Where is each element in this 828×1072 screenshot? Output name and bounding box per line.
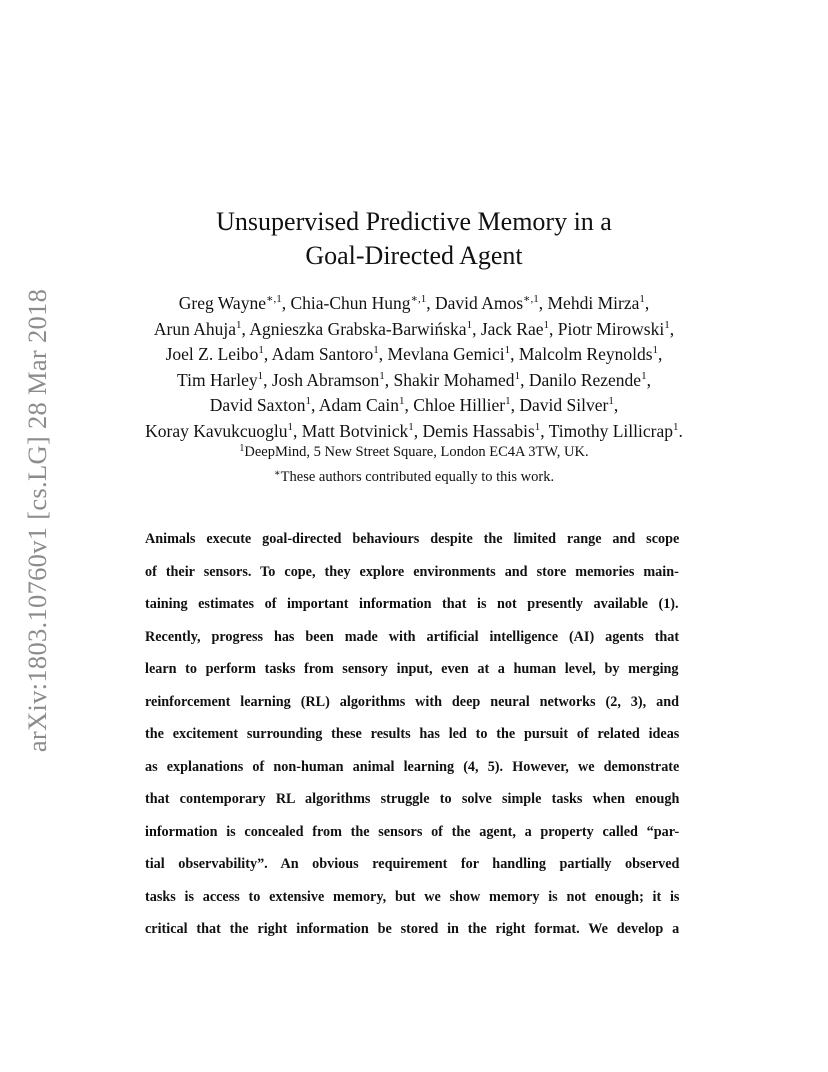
abstract-line: tial observability”. An obvious requirement for handling partially observed bbox=[145, 856, 680, 872]
author-name: Tim Harley bbox=[177, 369, 258, 390]
author-name: , Chia-Chun Hung bbox=[281, 293, 411, 313]
author-affiliation-mark: ∗,1 bbox=[523, 293, 539, 305]
author-affiliation-mark: 1 bbox=[408, 420, 414, 433]
author-affiliation-mark: 1 bbox=[257, 369, 264, 382]
author-name: , Timothy Lillicrap bbox=[540, 420, 673, 441]
author-affiliation-mark: 1 bbox=[373, 344, 379, 356]
author-name: , bbox=[613, 395, 619, 415]
author-name: , David Amos bbox=[426, 293, 524, 313]
abstract bbox=[145, 528, 679, 951]
author-name: , Demis Hassabis bbox=[413, 420, 535, 441]
author-name: , Mehdi Mirza bbox=[538, 293, 640, 313]
abstract-line: taining estimates of important information that is not presently available (1). bbox=[145, 596, 679, 612]
abstract-line: of their sensors. To cope, they explore environments and store memories main- bbox=[145, 563, 679, 580]
author-affiliation-mark: 1 bbox=[652, 344, 659, 356]
author-list bbox=[80, 291, 748, 444]
paper-title-line: Goal-Directed Agent bbox=[305, 241, 523, 270]
author-affiliation-mark: 1 bbox=[504, 344, 511, 356]
affiliation-mark: 1 bbox=[239, 443, 245, 454]
author-affiliation-mark: 1 bbox=[466, 318, 473, 331]
abstract-line: reinforcement learning (RL) algorithms with deep neural networks (2, 3), and bbox=[145, 693, 679, 710]
author-affiliation-mark: 1 bbox=[534, 420, 541, 433]
paper-title-line: Unsupervised Predictive Memory in a bbox=[216, 207, 612, 236]
author-name: . bbox=[678, 420, 683, 441]
author-affiliation-mark: ∗,1 bbox=[410, 293, 427, 305]
author-affiliation-mark: 1 bbox=[608, 395, 614, 407]
author-name: , bbox=[658, 344, 663, 364]
author-name: , Jack Rae bbox=[472, 318, 544, 339]
author-name: , David Silver bbox=[510, 395, 609, 415]
author-name: , Malcolm Reynolds bbox=[510, 344, 653, 364]
author-name: Joel Z. Leibo bbox=[165, 344, 259, 364]
author-affiliation-mark: 1 bbox=[514, 369, 521, 382]
author-name: , Josh Abramson bbox=[263, 369, 380, 390]
author-name: , Mevlana Gemici bbox=[378, 344, 505, 364]
author-name: , Piotr Mirowski bbox=[549, 318, 665, 339]
abstract-line: critical that the right information be stored in the right format. We develop a bbox=[145, 921, 680, 937]
affiliation-text: DeepMind, 5 New Street Square, London EC4A 3TW, UK. bbox=[244, 444, 589, 460]
author-affiliation-mark: 1 bbox=[399, 395, 405, 407]
equal-contribution-mark: ∗ bbox=[273, 468, 281, 479]
author-line bbox=[80, 317, 748, 343]
equal-contribution-note bbox=[100, 467, 728, 487]
author-name: Koray Kavukcuoglu bbox=[145, 420, 288, 441]
author-affiliation-mark: 1 bbox=[305, 395, 312, 407]
author-affiliation-mark: 1 bbox=[664, 318, 670, 331]
equal-contribution-text: These authors contributed equally to this work. bbox=[280, 469, 555, 485]
author-name: Greg Wayne bbox=[178, 293, 266, 313]
author-name: Arun Ahuja bbox=[153, 318, 237, 339]
author-line bbox=[80, 393, 748, 419]
author-line bbox=[80, 419, 748, 445]
abstract-line: Recently, progress has been made with artificial intelligence (AI) agents that bbox=[145, 628, 680, 645]
abstract-line: Animals execute goal-directed behaviours despite the limited range and scope bbox=[145, 531, 680, 547]
author-affiliation-mark: 1 bbox=[287, 420, 294, 433]
author-name: , Agnieszka Grabska-Barwińska bbox=[241, 318, 467, 339]
author-line bbox=[80, 342, 748, 368]
author-name: , Danilo Rezende bbox=[520, 369, 642, 390]
affiliation bbox=[100, 442, 728, 462]
arxiv-identifier-text: arXiv:1803.10760v1 [cs.LG] 28 Mar 2018 bbox=[22, 288, 53, 752]
abstract-line: learn to perform tasks from sensory input, even at a human level, by merging bbox=[145, 661, 679, 677]
author-affiliation-mark: 1 bbox=[505, 395, 511, 407]
author-name: , Adam Cain bbox=[311, 395, 400, 415]
abstract-line: the excitement surrounding these results has led to the pursuit of related ideas bbox=[145, 726, 680, 742]
abstract-line: that contemporary RL algorithms struggle to solve simple tasks when enough bbox=[145, 791, 680, 807]
paper-title bbox=[100, 205, 728, 273]
author-affiliation-mark: 1 bbox=[236, 318, 242, 331]
arxiv-identifier-stamp bbox=[21, 282, 55, 758]
author-affiliation-mark: 1 bbox=[543, 318, 549, 331]
abstract-line: information is concealed from the sensors of the agent, a property called “par- bbox=[145, 823, 680, 840]
author-affiliation-mark: ∗,1 bbox=[265, 293, 282, 305]
author-affiliation-mark: 1 bbox=[258, 344, 264, 356]
author-line bbox=[80, 368, 748, 394]
author-name: , Shakir Mohamed bbox=[384, 369, 515, 390]
abstract-line: tasks is access to extensive memory, but we show memory is not enough; it is bbox=[145, 888, 680, 905]
author-name: , bbox=[669, 318, 675, 339]
author-affiliation-mark: 1 bbox=[379, 369, 385, 382]
author-name: , Chloe Hillier bbox=[404, 395, 506, 415]
abstract-line: as explanations of non-human animal learning (4, 5). However, we demonstrate bbox=[145, 758, 680, 775]
author-name: , Adam Santoro bbox=[263, 344, 374, 364]
author-affiliation-mark: 1 bbox=[673, 420, 679, 433]
author-name: , bbox=[644, 293, 650, 313]
author-affiliation-mark: 1 bbox=[639, 293, 645, 305]
author-name: , Matt Botvinick bbox=[293, 420, 409, 441]
author-line bbox=[80, 291, 748, 317]
author-name: , bbox=[646, 369, 651, 390]
author-affiliation-mark: 1 bbox=[641, 369, 647, 382]
author-name: David Saxton bbox=[209, 395, 306, 415]
